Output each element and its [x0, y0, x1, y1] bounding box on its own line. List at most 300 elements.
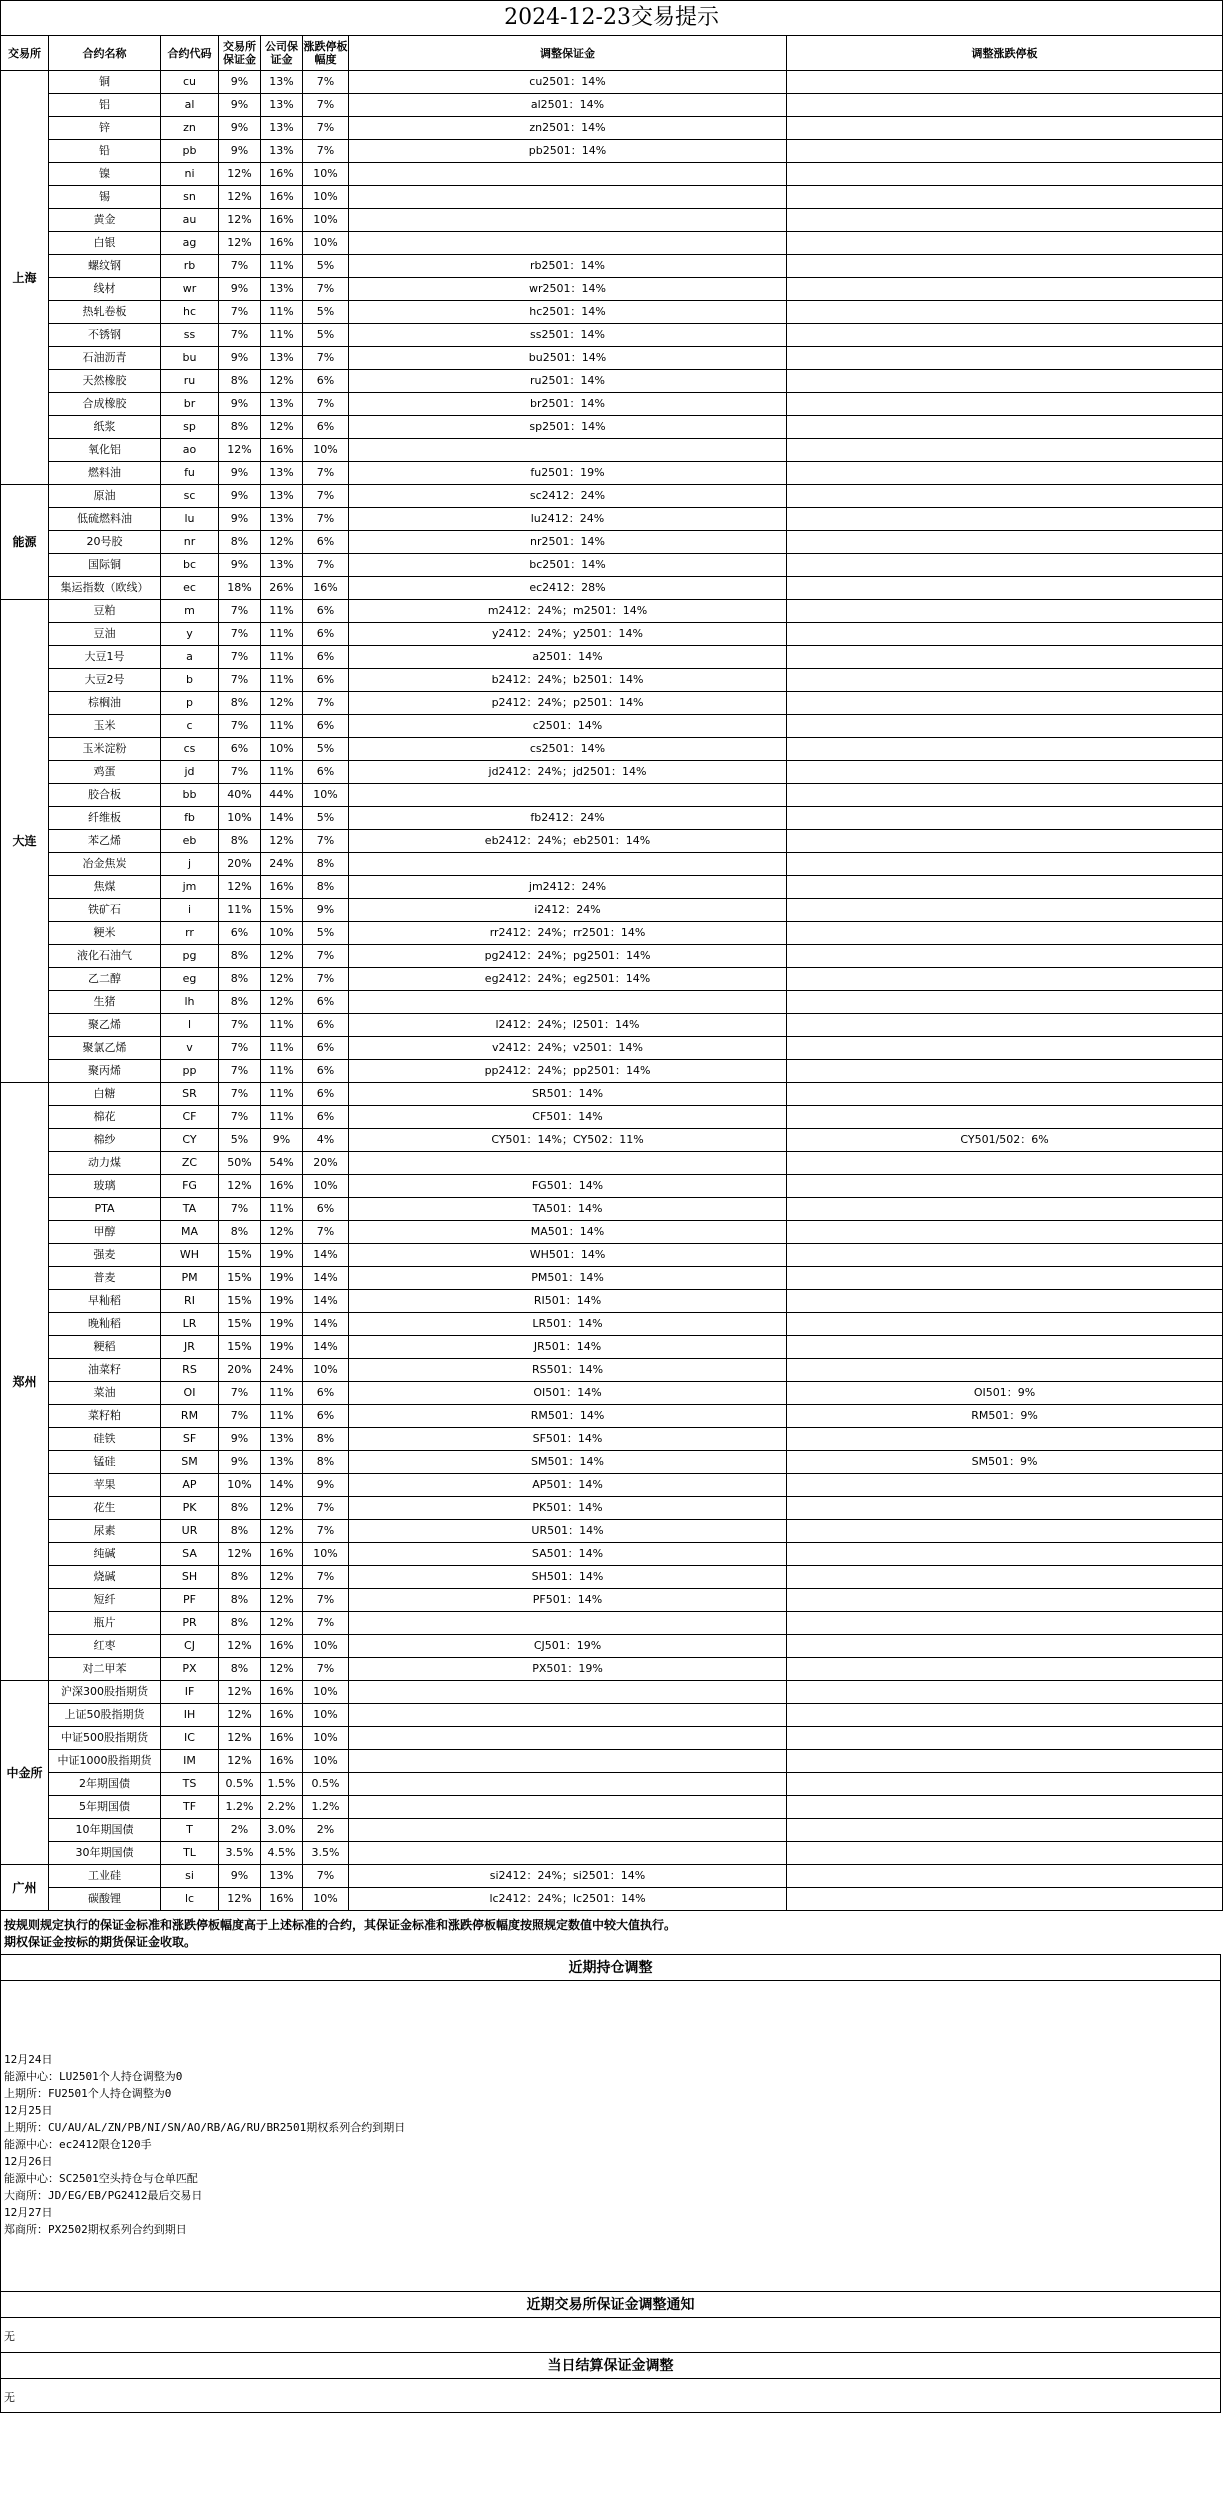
adjusted-limit-cell [787, 1313, 1223, 1336]
adjusted-margin-cell: cu2501：14% [349, 71, 787, 94]
adjusted-limit-cell [787, 163, 1223, 186]
price-limit-cell: 0.5% [303, 1773, 349, 1796]
position-line: 能源中心：LU2501个人持仓调整为0 [4, 2070, 183, 2083]
contract-code-cell: b [161, 669, 219, 692]
adjusted-margin-cell: pb2501：14% [349, 140, 787, 163]
contract-name-cell: 纸浆 [49, 416, 161, 439]
price-limit-cell: 7% [303, 1221, 349, 1244]
company-margin-cell: 16% [261, 1750, 303, 1773]
adjusted-margin-cell: lc2412：24%；lc2501：14% [349, 1888, 787, 1911]
adjusted-limit-cell [787, 1566, 1223, 1589]
table-row [1, 416, 1223, 439]
contract-code-cell: SR [161, 1083, 219, 1106]
table-row [1, 1336, 1223, 1359]
contract-code-cell: IH [161, 1704, 219, 1727]
table-row [1, 1175, 1223, 1198]
table-row [1, 94, 1223, 117]
position-adjustments [0, 1981, 1221, 2291]
price-limit-cell: 6% [303, 991, 349, 1014]
company-margin-cell: 13% [261, 117, 303, 140]
exchange-margin-cell: 12% [219, 1543, 261, 1566]
exchange-margin-cell: 20% [219, 853, 261, 876]
contract-name-cell: 聚氯乙烯 [49, 1037, 161, 1060]
table-row [1, 669, 1223, 692]
table-row [1, 646, 1223, 669]
adjusted-margin-cell: nr2501：14% [349, 531, 787, 554]
adjusted-margin-cell: FG501：14% [349, 1175, 787, 1198]
exchange-margin-cell: 6% [219, 738, 261, 761]
contract-code-cell: RM [161, 1405, 219, 1428]
contract-code-cell: pb [161, 140, 219, 163]
adjusted-limit-cell [787, 393, 1223, 416]
price-limit-cell: 7% [303, 462, 349, 485]
contract-name-cell: 大豆2号 [49, 669, 161, 692]
price-limit-cell: 7% [303, 1497, 349, 1520]
exchange-margin-cell: 12% [219, 1888, 261, 1911]
adjusted-margin-cell: TA501：14% [349, 1198, 787, 1221]
exchange-margin-cell: 8% [219, 1520, 261, 1543]
price-limit-cell: 7% [303, 71, 349, 94]
adjusted-limit-cell [787, 1428, 1223, 1451]
price-limit-cell: 10% [303, 186, 349, 209]
contract-name-cell: 动力煤 [49, 1152, 161, 1175]
table-row [1, 784, 1223, 807]
contract-code-cell: hc [161, 301, 219, 324]
company-margin-cell: 54% [261, 1152, 303, 1175]
company-margin-cell: 13% [261, 462, 303, 485]
table-row [1, 163, 1223, 186]
price-limit-cell: 6% [303, 1060, 349, 1083]
company-margin-cell: 16% [261, 1681, 303, 1704]
price-limit-cell: 6% [303, 1014, 349, 1037]
exchange-margin-cell: 7% [219, 1382, 261, 1405]
company-margin-cell: 13% [261, 485, 303, 508]
company-margin-cell: 12% [261, 692, 303, 715]
adjusted-limit-cell [787, 301, 1223, 324]
adjusted-margin-cell: cs2501：14% [349, 738, 787, 761]
adjusted-margin-cell: JR501：14% [349, 1336, 787, 1359]
company-margin-cell: 19% [261, 1336, 303, 1359]
adjusted-margin-cell: UR501：14% [349, 1520, 787, 1543]
adjusted-limit-cell [787, 1060, 1223, 1083]
price-limit-cell: 20% [303, 1152, 349, 1175]
contract-name-cell: 锌 [49, 117, 161, 140]
price-limit-cell: 4% [303, 1129, 349, 1152]
adjusted-limit-cell [787, 600, 1223, 623]
adjusted-margin-cell [349, 1152, 787, 1175]
company-margin-cell: 11% [261, 669, 303, 692]
table-row [1, 232, 1223, 255]
adjusted-limit-cell [787, 1290, 1223, 1313]
contract-name-cell: 棉纱 [49, 1129, 161, 1152]
exchange-margin-cell: 12% [219, 1635, 261, 1658]
contract-code-cell: T [161, 1819, 219, 1842]
header-adjusted-margin: 调整保证金 [349, 36, 787, 71]
price-limit-cell: 10% [303, 1750, 349, 1773]
table-row [1, 71, 1223, 94]
exchange-margin-cell: 3.5% [219, 1842, 261, 1865]
price-limit-cell: 5% [303, 324, 349, 347]
contract-name-cell: 油菜籽 [49, 1359, 161, 1382]
exchange-margin-cell: 11% [219, 899, 261, 922]
table-row [1, 140, 1223, 163]
contract-code-cell: SA [161, 1543, 219, 1566]
contract-name-cell: 合成橡胶 [49, 393, 161, 416]
contract-name-cell: 30年期国债 [49, 1842, 161, 1865]
company-margin-cell: 19% [261, 1267, 303, 1290]
table-row [1, 255, 1223, 278]
adjusted-margin-cell: LR501：14% [349, 1313, 787, 1336]
price-limit-cell: 7% [303, 278, 349, 301]
contract-code-cell: PX [161, 1658, 219, 1681]
adjusted-margin-cell [349, 1681, 787, 1704]
contract-name-cell: 红枣 [49, 1635, 161, 1658]
adjusted-margin-cell: SA501：14% [349, 1543, 787, 1566]
exchange-margin-cell: 15% [219, 1336, 261, 1359]
exchange-margin-cell: 9% [219, 140, 261, 163]
table-row [1, 1727, 1223, 1750]
adjusted-limit-cell [787, 830, 1223, 853]
exchange-margin-cell: 8% [219, 1221, 261, 1244]
adjusted-limit-cell [787, 715, 1223, 738]
price-limit-cell: 6% [303, 1198, 349, 1221]
company-margin-cell: 11% [261, 255, 303, 278]
adjusted-limit-cell [787, 140, 1223, 163]
header-contract-code: 合约代码 [161, 36, 219, 71]
exchange-margin-cell: 8% [219, 1658, 261, 1681]
exchange-margin-cell: 7% [219, 1198, 261, 1221]
adjusted-margin-cell: SR501：14% [349, 1083, 787, 1106]
notice-content: 无 [0, 2318, 1221, 2352]
price-limit-cell: 5% [303, 922, 349, 945]
contract-name-cell: 菜油 [49, 1382, 161, 1405]
table-row [1, 1451, 1223, 1474]
adjusted-limit-cell [787, 1175, 1223, 1198]
contract-code-cell: cs [161, 738, 219, 761]
adjusted-margin-cell: b2412：24%；b2501：14% [349, 669, 787, 692]
table-row [1, 1198, 1223, 1221]
table-row [1, 968, 1223, 991]
adjusted-margin-cell [349, 163, 787, 186]
adjusted-limit-cell [787, 1106, 1223, 1129]
adjusted-limit-cell [787, 71, 1223, 94]
adjusted-limit-cell [787, 1888, 1223, 1911]
company-margin-cell: 19% [261, 1313, 303, 1336]
adjusted-limit-cell [787, 669, 1223, 692]
rules-notes [0, 1911, 1223, 1954]
adjusted-limit-cell [787, 1083, 1223, 1106]
contract-name-cell: 豆粕 [49, 600, 161, 623]
adjusted-margin-cell: SM501：14% [349, 1451, 787, 1474]
adjusted-margin-cell: eb2412：24%；eb2501：14% [349, 830, 787, 853]
contract-code-cell: nr [161, 531, 219, 554]
adjusted-margin-cell: bc2501：14% [349, 554, 787, 577]
contract-name-cell: 氧化铝 [49, 439, 161, 462]
exchange-margin-cell: 7% [219, 600, 261, 623]
exchange-margin-cell: 15% [219, 1244, 261, 1267]
table-row [1, 324, 1223, 347]
company-margin-cell: 11% [261, 324, 303, 347]
exchange-margin-cell: 2% [219, 1819, 261, 1842]
contract-name-cell: 国际铜 [49, 554, 161, 577]
adjusted-limit-cell [787, 1773, 1223, 1796]
contract-code-cell: v [161, 1037, 219, 1060]
adjusted-margin-cell [349, 1842, 787, 1865]
company-margin-cell: 12% [261, 370, 303, 393]
adjusted-limit-cell [787, 922, 1223, 945]
exchange-margin-cell: 8% [219, 1612, 261, 1635]
company-margin-cell: 14% [261, 807, 303, 830]
adjusted-limit-cell [787, 1336, 1223, 1359]
price-limit-cell: 7% [303, 347, 349, 370]
contract-code-cell: ru [161, 370, 219, 393]
contract-name-cell: 鸡蛋 [49, 761, 161, 784]
table-row [1, 186, 1223, 209]
price-limit-cell: 6% [303, 600, 349, 623]
contract-code-cell: PR [161, 1612, 219, 1635]
adjusted-limit-cell: SM501：9% [787, 1451, 1223, 1474]
company-margin-cell: 12% [261, 968, 303, 991]
contract-code-cell: cu [161, 71, 219, 94]
adjusted-margin-cell: p2412：24%；p2501：14% [349, 692, 787, 715]
contract-code-cell: PK [161, 1497, 219, 1520]
table-row [1, 1428, 1223, 1451]
contract-code-cell: ni [161, 163, 219, 186]
price-limit-cell: 7% [303, 94, 349, 117]
table-row [1, 1773, 1223, 1796]
adjusted-limit-cell [787, 761, 1223, 784]
price-limit-cell: 7% [303, 1658, 349, 1681]
table-row [1, 1382, 1223, 1405]
adjusted-margin-cell [349, 1727, 787, 1750]
company-margin-cell: 16% [261, 876, 303, 899]
contract-name-cell: 纯碱 [49, 1543, 161, 1566]
note-line: 期权保证金按标的期货保证金收取。 [4, 1935, 197, 1949]
table-row [1, 1405, 1223, 1428]
exchange-margin-cell: 9% [219, 508, 261, 531]
adjusted-margin-cell: SH501：14% [349, 1566, 787, 1589]
table-row [1, 1796, 1223, 1819]
table-row [1, 439, 1223, 462]
adjusted-margin-cell: jm2412：24% [349, 876, 787, 899]
adjusted-limit-cell [787, 991, 1223, 1014]
contract-name-cell: 沪深300股指期货 [49, 1681, 161, 1704]
adjusted-limit-cell [787, 784, 1223, 807]
price-limit-cell: 6% [303, 715, 349, 738]
company-margin-cell: 11% [261, 1405, 303, 1428]
contract-code-cell: wr [161, 278, 219, 301]
adjusted-limit-cell [787, 623, 1223, 646]
exchange-margin-cell: 9% [219, 393, 261, 416]
adjusted-limit-cell [787, 807, 1223, 830]
exchange-margin-cell: 8% [219, 531, 261, 554]
position-line: 上期所：FU2501个人持仓调整为0 [4, 2087, 172, 2100]
adjusted-limit-cell [787, 1796, 1223, 1819]
exchange-margin-cell: 12% [219, 232, 261, 255]
contract-name-cell: 5年期国债 [49, 1796, 161, 1819]
adjusted-limit-cell [787, 209, 1223, 232]
table-row [1, 1842, 1223, 1865]
table-row [1, 1290, 1223, 1313]
company-margin-cell: 19% [261, 1290, 303, 1313]
company-margin-cell: 11% [261, 1382, 303, 1405]
contract-name-cell: 白糖 [49, 1083, 161, 1106]
table-row [1, 1359, 1223, 1382]
adjusted-margin-cell: wr2501：14% [349, 278, 787, 301]
company-margin-cell: 24% [261, 1359, 303, 1382]
price-limit-cell: 16% [303, 577, 349, 600]
price-limit-cell: 7% [303, 485, 349, 508]
adjusted-margin-cell: br2501：14% [349, 393, 787, 416]
contract-code-cell: IF [161, 1681, 219, 1704]
adjusted-margin-cell [349, 1750, 787, 1773]
exchange-margin-cell: 8% [219, 945, 261, 968]
notice-section-title: 近期交易所保证金调整通知 [0, 2291, 1221, 2318]
contract-name-cell: 大豆1号 [49, 646, 161, 669]
contract-name-cell: 原油 [49, 485, 161, 508]
price-limit-cell: 8% [303, 876, 349, 899]
table-row [1, 1520, 1223, 1543]
contract-code-cell: lh [161, 991, 219, 1014]
exchange-margin-cell: 9% [219, 94, 261, 117]
adjusted-limit-cell [787, 1520, 1223, 1543]
adjusted-margin-cell: WH501：14% [349, 1244, 787, 1267]
header-company-margin: 公司保证金 [261, 36, 303, 71]
contract-name-cell: 玻璃 [49, 1175, 161, 1198]
contract-name-cell: 焦煤 [49, 876, 161, 899]
contract-code-cell: RI [161, 1290, 219, 1313]
adjusted-margin-cell: eg2412：24%；eg2501：14% [349, 968, 787, 991]
adjusted-margin-cell: RS501：14% [349, 1359, 787, 1382]
exchange-margin-cell: 7% [219, 255, 261, 278]
adjusted-margin-cell: bu2501：14% [349, 347, 787, 370]
exchange-margin-cell: 12% [219, 186, 261, 209]
exchange-margin-cell: 7% [219, 623, 261, 646]
table-row [1, 1474, 1223, 1497]
adjusted-margin-cell: OI501：14% [349, 1382, 787, 1405]
adjusted-margin-cell: rr2412：24%；rr2501：14% [349, 922, 787, 945]
adjusted-limit-cell [787, 416, 1223, 439]
company-margin-cell: 13% [261, 1428, 303, 1451]
contract-code-cell: FG [161, 1175, 219, 1198]
price-limit-cell: 8% [303, 853, 349, 876]
company-margin-cell: 1.5% [261, 1773, 303, 1796]
price-limit-cell: 6% [303, 1106, 349, 1129]
contract-code-cell: i [161, 899, 219, 922]
adjusted-limit-cell [787, 1635, 1223, 1658]
position-line: 12月27日 [4, 2206, 53, 2219]
header-exchange: 交易所 [1, 36, 49, 71]
company-margin-cell: 24% [261, 853, 303, 876]
company-margin-cell: 13% [261, 278, 303, 301]
contract-code-cell: UR [161, 1520, 219, 1543]
company-margin-cell: 4.5% [261, 1842, 303, 1865]
contract-name-cell: 铜 [49, 71, 161, 94]
contract-code-cell: ao [161, 439, 219, 462]
position-line: 能源中心：ec2412限仓120手 [4, 2138, 152, 2151]
position-line: 郑商所：PX2502期权系列合约到期日 [4, 2223, 187, 2236]
table-row [1, 1037, 1223, 1060]
company-margin-cell: 16% [261, 1888, 303, 1911]
position-line: 12月24日 [4, 2053, 53, 2066]
table-row [1, 1566, 1223, 1589]
contract-name-cell: 天然橡胶 [49, 370, 161, 393]
adjusted-margin-cell [349, 232, 787, 255]
contract-code-cell: IM [161, 1750, 219, 1773]
company-margin-cell: 11% [261, 1083, 303, 1106]
contract-code-cell: sc [161, 485, 219, 508]
table-row [1, 301, 1223, 324]
table-row [1, 370, 1223, 393]
exchange-margin-cell: 1.2% [219, 1796, 261, 1819]
contract-code-cell: sn [161, 186, 219, 209]
contract-code-cell: AP [161, 1474, 219, 1497]
price-limit-cell: 7% [303, 1589, 349, 1612]
contract-name-cell: 豆油 [49, 623, 161, 646]
adjusted-margin-cell: si2412：24%；si2501：14% [349, 1865, 787, 1888]
contract-code-cell: br [161, 393, 219, 416]
exchange-name: 广州 [1, 1865, 49, 1911]
exchange-margin-cell: 7% [219, 1014, 261, 1037]
exchange-margin-cell: 8% [219, 1566, 261, 1589]
contract-code-cell: JR [161, 1336, 219, 1359]
adjusted-limit-cell [787, 1842, 1223, 1865]
contract-name-cell: 硅铁 [49, 1428, 161, 1451]
company-margin-cell: 12% [261, 1497, 303, 1520]
table-row [1, 1497, 1223, 1520]
position-section-title: 近期持仓调整 [0, 1954, 1221, 1981]
adjusted-limit-cell [787, 1037, 1223, 1060]
adjusted-limit-cell [787, 117, 1223, 140]
exchange-name: 大连 [1, 600, 49, 1083]
contract-name-cell: 棉花 [49, 1106, 161, 1129]
price-limit-cell: 6% [303, 761, 349, 784]
adjusted-margin-cell: fb2412：24% [349, 807, 787, 830]
contract-code-cell: pp [161, 1060, 219, 1083]
price-limit-cell: 10% [303, 1727, 349, 1750]
adjusted-margin-cell: i2412：24% [349, 899, 787, 922]
adjusted-limit-cell [787, 577, 1223, 600]
company-margin-cell: 16% [261, 1635, 303, 1658]
company-margin-cell: 12% [261, 1566, 303, 1589]
settle-section-title: 当日结算保证金调整 [0, 2352, 1221, 2379]
table-row [1, 1083, 1223, 1106]
price-limit-cell: 10% [303, 163, 349, 186]
contract-code-cell: zn [161, 117, 219, 140]
company-margin-cell: 16% [261, 209, 303, 232]
price-limit-cell: 6% [303, 1083, 349, 1106]
table-row [1, 853, 1223, 876]
price-limit-cell: 7% [303, 508, 349, 531]
exchange-margin-cell: 7% [219, 715, 261, 738]
adjusted-limit-cell [787, 646, 1223, 669]
table-row [1, 623, 1223, 646]
price-limit-cell: 6% [303, 646, 349, 669]
adjusted-margin-cell [349, 1819, 787, 1842]
price-limit-cell: 10% [303, 1543, 349, 1566]
company-margin-cell: 11% [261, 623, 303, 646]
table-row [1, 1244, 1223, 1267]
company-margin-cell: 11% [261, 1060, 303, 1083]
table-row [1, 600, 1223, 623]
contract-code-cell: SM [161, 1451, 219, 1474]
exchange-margin-cell: 7% [219, 1106, 261, 1129]
adjusted-limit-cell: RM501：9% [787, 1405, 1223, 1428]
contract-name-cell: 聚乙烯 [49, 1014, 161, 1037]
table-row [1, 1014, 1223, 1037]
adjusted-limit-cell [787, 1681, 1223, 1704]
exchange-margin-cell: 50% [219, 1152, 261, 1175]
